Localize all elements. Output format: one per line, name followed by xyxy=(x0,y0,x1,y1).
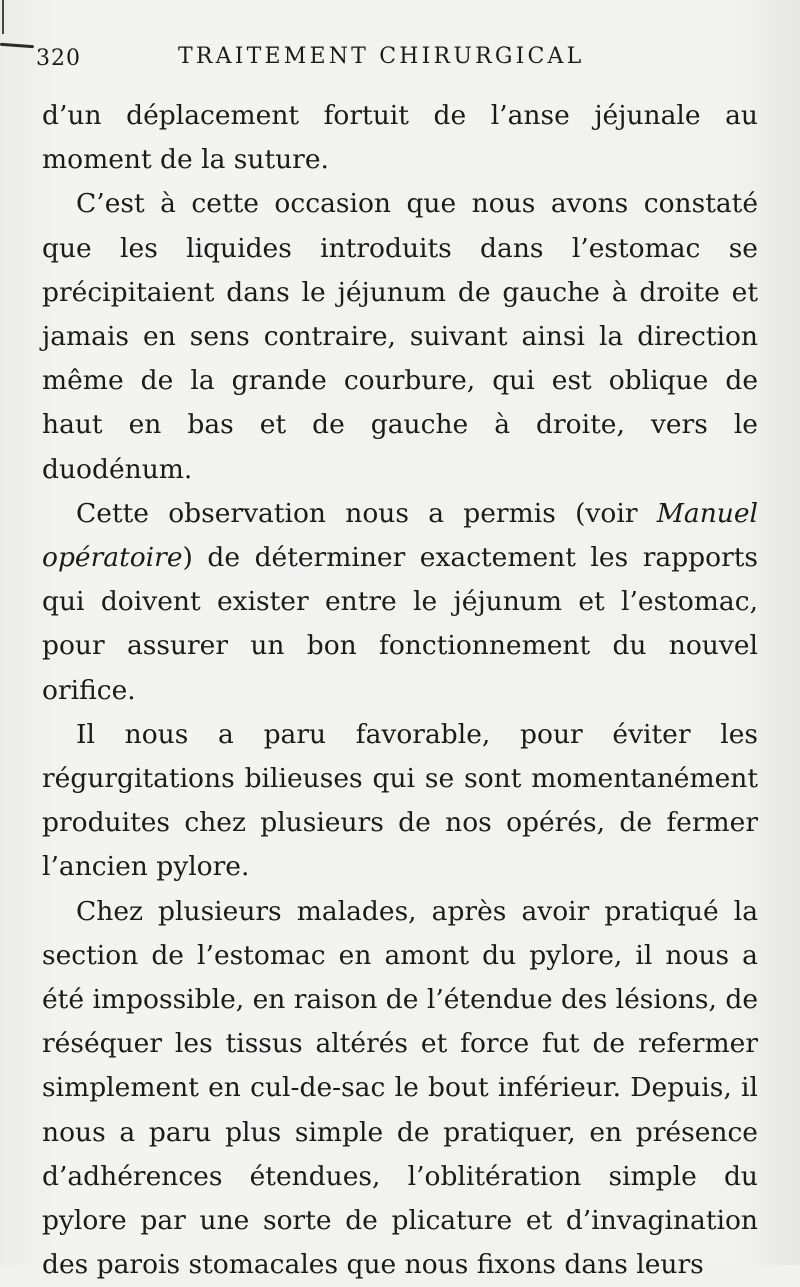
corner-mark-vertical xyxy=(2,0,4,34)
paragraph-5: Chez plusieurs malades, après avoir pratiqué la section de l’estomac en amont du pylore, il nous a été impossible, en raison de l’étendue des lésions, de réséquer les tissus altérés et force fut de refermer simplement en cul-de-sac le bout inférieur. Depuis, il nous a paru plus simple de pratiquer, en présence d’adhérences étendues, l’oblitération simple du pylore par une sorte de plicature et d’invagination des parois stomacales que nous fixons dans leurs xyxy=(42,895,758,1281)
paragraph-3-text-a: Cette observation nous a permis (voir xyxy=(76,497,657,529)
paragraph-4: Il nous a paru favorable, pour éviter les régurgitations bilieuses qui se sont momentanément produites chez plusieurs de nos opérés, de fermer l’ancien pylore. xyxy=(42,718,758,883)
corner-mark xyxy=(0,43,34,48)
paragraph-3-text-b: ) de déterminer exactement les rapports qui doivent exister entre le jéjunum et l’estomac, pour assurer un bon fonctionnement du nouvel orifice. xyxy=(42,542,758,706)
paragraph-2: C’est à cette occasion que nous avons constaté que les liquides introduits dans l’estomac se précipitaient dans le jéjunum de gauche à droite et jamais en sens contraire, suivant ainsi la direction même de la grande courbure, qui est oblique de haut en bas et de gauche à droite, vers le duodénum. xyxy=(42,188,758,485)
book-title-reference: Manuel opératoire xyxy=(42,497,758,574)
running-head: TRAITEMENT CHIRURGICAL xyxy=(178,44,585,69)
paragraph-1: d’un déplacement fortuit de l’anse jéjunale au moment de la suture. xyxy=(42,100,758,176)
page-number: 320 xyxy=(36,46,81,71)
paragraph-3 xyxy=(42,492,758,713)
body-text xyxy=(42,94,758,1287)
